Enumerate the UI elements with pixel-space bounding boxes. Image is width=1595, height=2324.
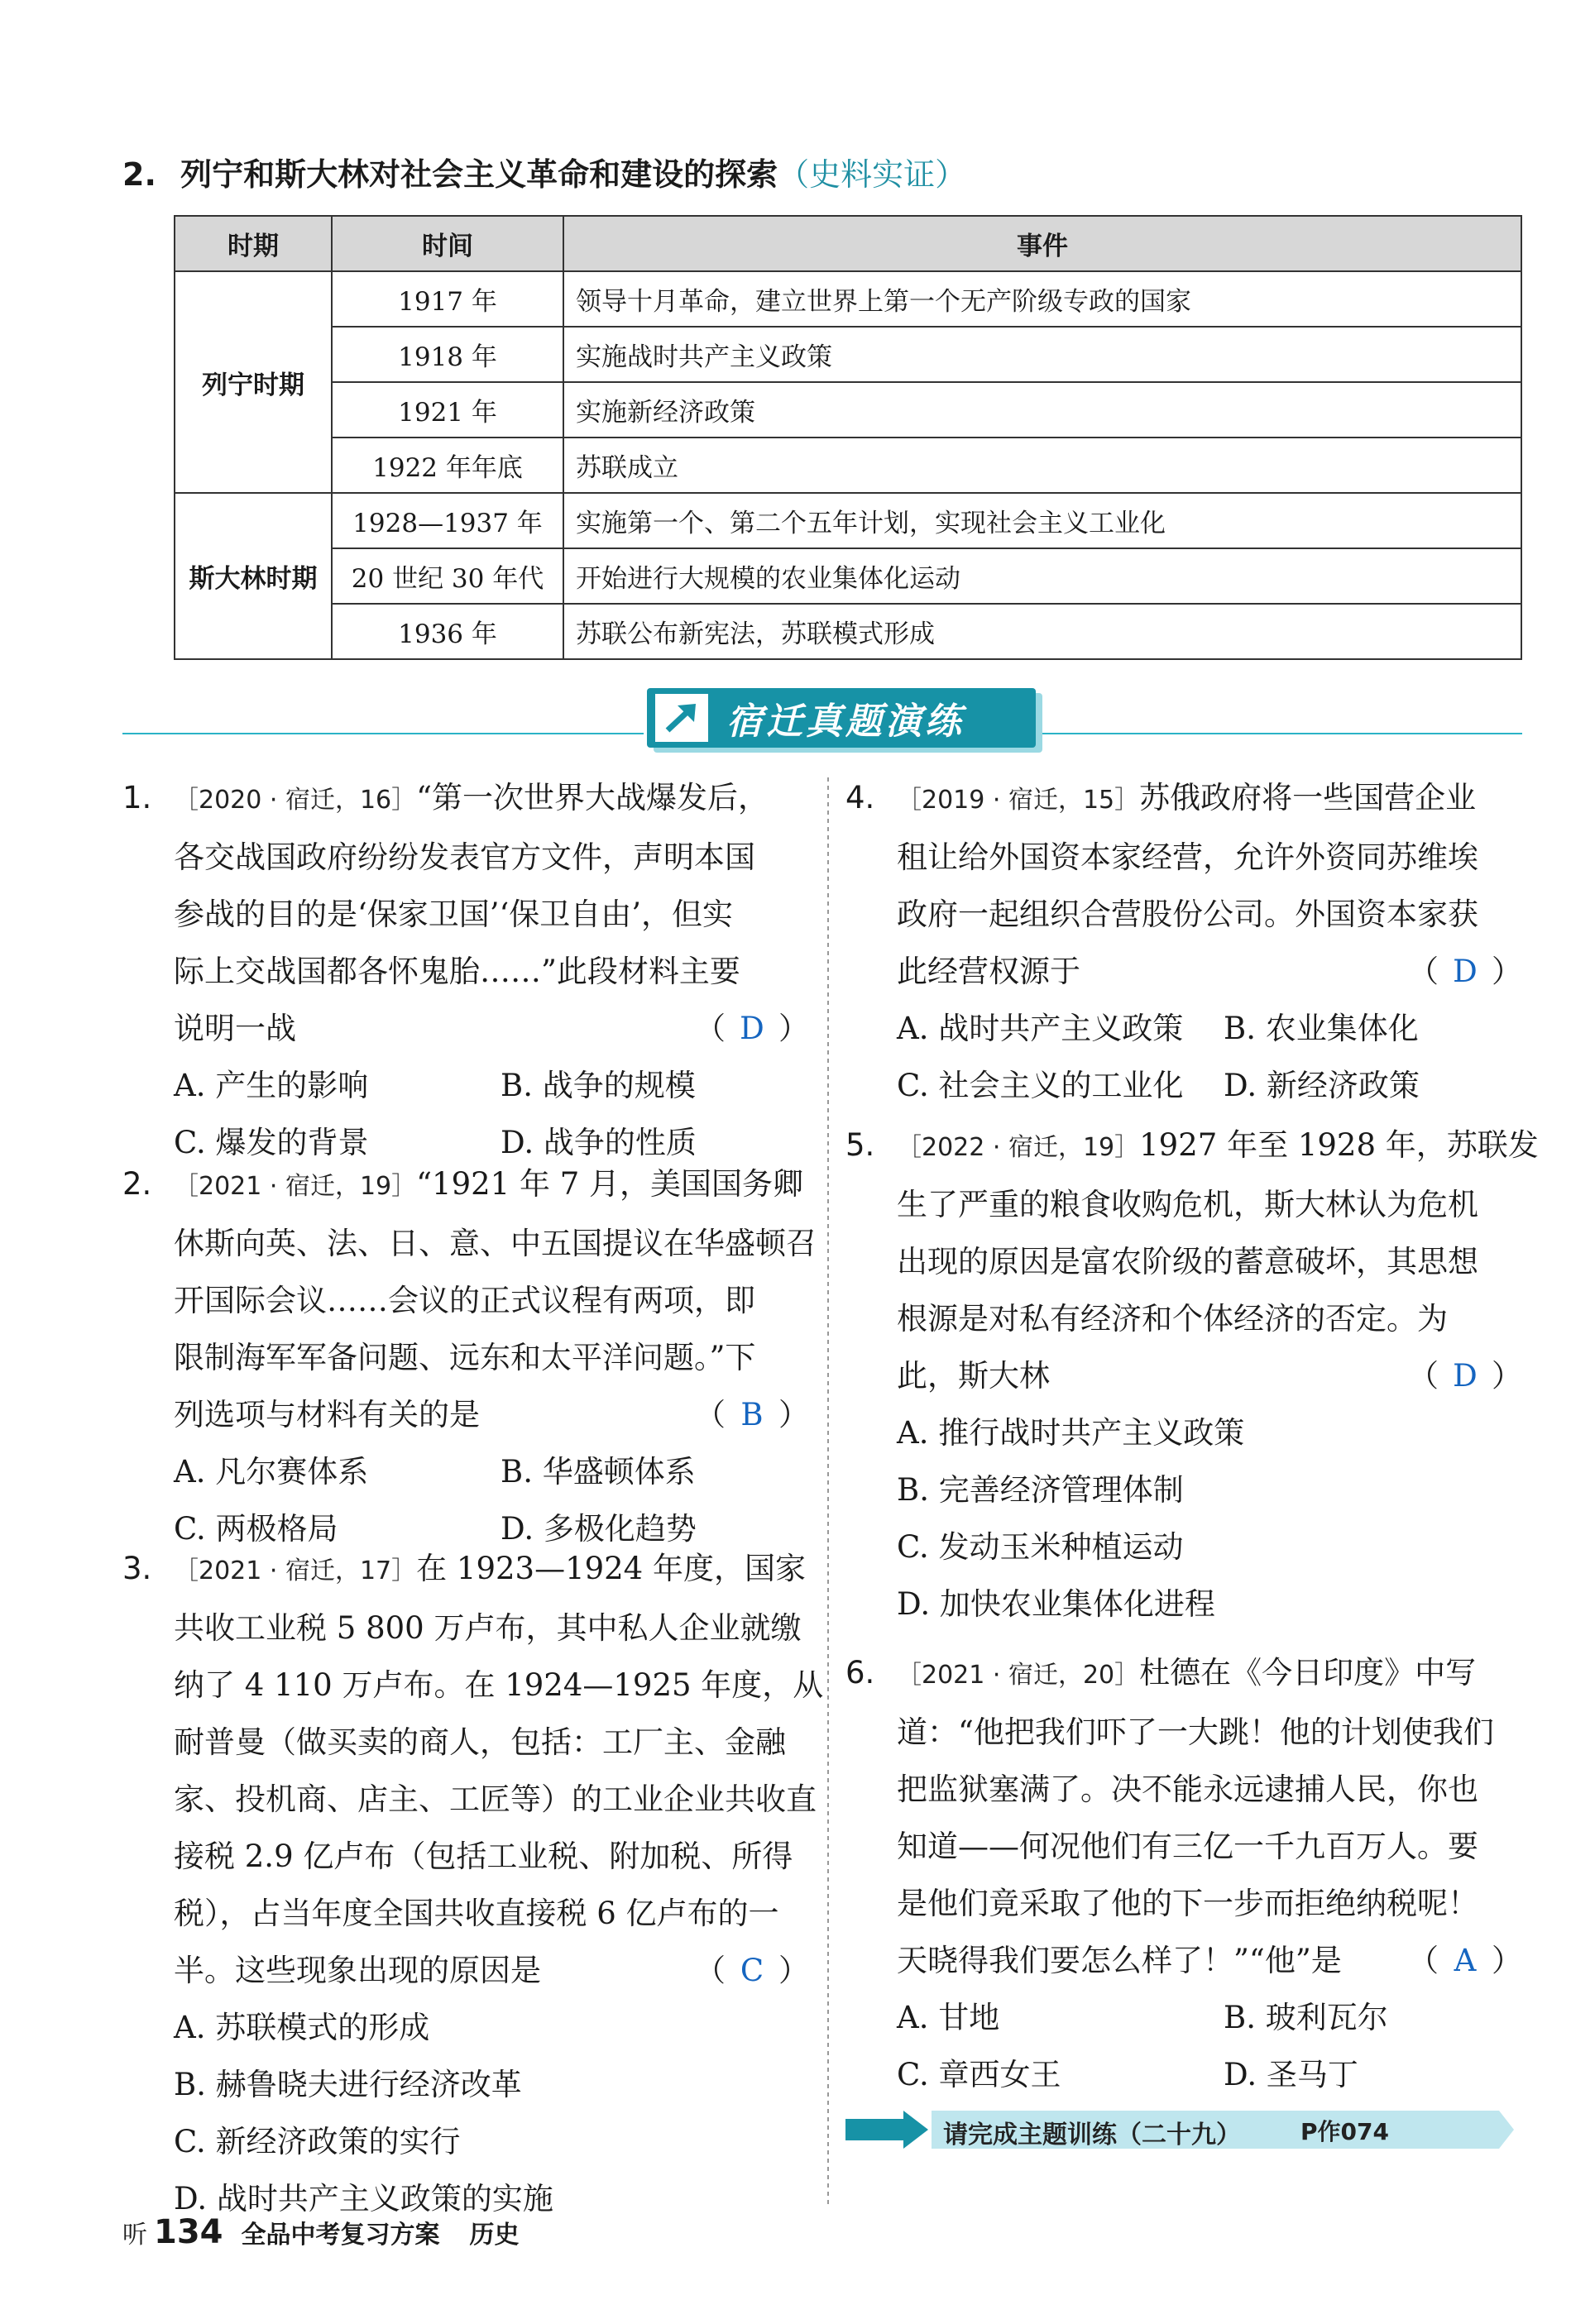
question-text: 休斯向英、法、日、意、中五国提议在华盛顿召 <box>174 1226 817 1261</box>
answer-bracket: （ D ） <box>695 1000 809 1057</box>
question-source: ［2021 · 宿迁，19］ <box>174 1172 417 1201</box>
time-cell: 1936 年 <box>332 604 563 659</box>
option-b: B. 农业集体化 <box>1224 1011 1419 1046</box>
question-source: ［2022 · 宿迁，19］ <box>897 1133 1140 1162</box>
question-text: 是他们竟采取了他的下一步而拒绝纳税呢！ <box>897 1886 1478 1921</box>
header-time: 时间 <box>332 216 563 271</box>
options <box>122 1999 809 2227</box>
question-text: 税），占当年度全国共收直接税 6 亿卢布的一 <box>174 1896 779 1931</box>
question-source: ［2020 · 宿迁，16］ <box>174 786 417 815</box>
option-d: D. 圣马丁 <box>1224 2057 1358 2092</box>
event-cell: 苏联成立 <box>563 438 1521 493</box>
question-number: 5. <box>845 1127 875 1163</box>
question-text: 知道——何况他们有三亿一千九百万人。要 <box>897 1829 1478 1864</box>
event-cell: 开始进行大规模的农业集体化运动 <box>563 548 1521 604</box>
question-text: 生了严重的粮食收购危机，斯大林认为危机 <box>897 1187 1478 1222</box>
option-b: B. 赫鲁晓夫进行经济改革 <box>174 2067 522 2102</box>
page-footer <box>122 2213 520 2251</box>
answer: B <box>740 1397 764 1432</box>
option-c: C. 两极格局 <box>174 1511 338 1547</box>
banner-rule-right <box>1039 733 1522 734</box>
answer-bracket: （ B ） <box>695 1386 809 1443</box>
event-cell: 实施新经济政策 <box>563 382 1521 438</box>
option-a: A. 凡尔赛体系 <box>174 1454 369 1490</box>
option-b: B. 战争的规模 <box>501 1068 696 1103</box>
question-source: ［2021 · 宿迁，20］ <box>897 1661 1140 1690</box>
question-number: 2. <box>122 1166 152 1202</box>
history-table <box>174 215 1522 660</box>
question-5 <box>845 1117 1539 1633</box>
question-text: 把监狱塞满了。决不能永远逮捕人民，你也 <box>897 1772 1478 1807</box>
question-number: 4. <box>845 780 875 815</box>
answer: C <box>740 1953 764 1988</box>
question-1 <box>122 769 809 1171</box>
table-row <box>175 382 1521 438</box>
option-c: C. 新经济政策的实行 <box>174 2124 461 2159</box>
option-a: A. 甘地 <box>897 2000 1000 2035</box>
question-text: 家、投机商、店主、工匠等）的工业企业共收直 <box>174 1781 817 1817</box>
banner-rule-left <box>122 733 644 734</box>
option-b: B. 玻利瓦尔 <box>1224 2000 1388 2035</box>
subject-label: 历史 <box>469 2221 520 2250</box>
section-tag: （史料实证） <box>778 156 967 193</box>
question-number: 3. <box>122 1551 152 1586</box>
question-text: 租让给外国资本家经营，允许外资同苏维埃 <box>897 839 1478 875</box>
task-bar[interactable] <box>845 2109 1516 2150</box>
period-cell: 斯大林时期 <box>175 493 332 659</box>
answer: D <box>1453 1358 1478 1394</box>
question-text: 政府一起组织合营股份公司。外国资本家获 <box>897 897 1478 932</box>
question-text: 际上交战国都各怀鬼胎……”此段材料主要 <box>174 954 740 989</box>
answer-bracket: （ C ） <box>695 1942 809 1999</box>
options <box>845 1989 1522 2103</box>
option-d: D. 多极化趋势 <box>501 1511 697 1547</box>
column-divider <box>827 777 829 2208</box>
question-6 <box>845 1644 1522 2103</box>
option-b: B. 完善经济管理体制 <box>897 1472 1184 1508</box>
question-text: 此经营权源于 <box>897 954 1080 989</box>
period-cell: 列宁时期 <box>175 271 332 493</box>
section-number: 2. <box>122 156 156 193</box>
table-row <box>175 493 1521 548</box>
options <box>845 1000 1522 1114</box>
time-cell: 1917 年 <box>332 271 563 327</box>
option-d: D. 战时共产主义政策的实施 <box>174 2181 553 2216</box>
table-row <box>175 604 1521 659</box>
question-text: 出现的原因是富农阶级的蓄意破坏，其思想 <box>897 1244 1478 1279</box>
option-a: A. 战时共产主义政策 <box>897 1011 1184 1046</box>
section-title <box>122 149 966 194</box>
question-text: 开国际会议……会议的正式议程有两项，即 <box>174 1283 755 1318</box>
answer: A <box>1454 1943 1477 1978</box>
question-text: 耐普曼（做买卖的商人，包括：工厂主、金融 <box>174 1724 786 1760</box>
question-text: 半。这些现象出现的原因是 <box>174 1953 541 1988</box>
option-a: A. 产生的影响 <box>174 1068 369 1103</box>
listen-label: 听 <box>122 2221 147 2250</box>
practice-banner <box>647 688 1036 748</box>
question-text: 1927 年至 1928 年，苏联发 <box>1139 1127 1539 1163</box>
answer: D <box>740 1011 764 1046</box>
book-title: 全品中考复习方案 <box>241 2221 440 2250</box>
event-cell: 领导十月革命，建立世界上第一个无产阶级专政的国家 <box>563 271 1521 327</box>
event-cell: 苏联公布新宪法，苏联模式形成 <box>563 604 1521 659</box>
event-cell: 实施第一个、第二个五年计划，实现社会主义工业化 <box>563 493 1521 548</box>
question-text: 道：“他把我们吓了一大跳！他的计划使我们 <box>897 1714 1494 1750</box>
question-text: 根源是对私有经济和个体经济的否定。为 <box>897 1301 1448 1337</box>
section-title-text: 列宁和斯大林对社会主义革命和建设的探索 <box>180 156 778 193</box>
table-row <box>175 548 1521 604</box>
table-row <box>175 271 1521 327</box>
banner-title: 宿迁真题演练 <box>726 701 965 743</box>
question-2 <box>122 1155 817 1557</box>
question-text: 在 1923—1924 年度，国家 <box>416 1551 806 1586</box>
question-source: ［2019 · 宿迁，15］ <box>897 786 1140 815</box>
question-text: 此，斯大林 <box>897 1358 1050 1394</box>
answer: D <box>1453 954 1478 989</box>
arrow-icon <box>655 694 708 742</box>
table-row <box>175 327 1521 382</box>
option-b: B. 华盛顿体系 <box>501 1454 696 1490</box>
header-period: 时期 <box>175 216 332 271</box>
question-text: “第一次世界大战爆发后， <box>416 780 769 815</box>
question-3 <box>122 1540 824 2227</box>
time-cell: 20 世纪 30 年代 <box>332 548 563 604</box>
question-text: “1921 年 7 月，美国国务卿 <box>416 1166 804 1202</box>
task-text: 请完成主题训练（二十九） <box>943 2121 1241 2149</box>
option-c: C. 爆发的背景 <box>174 1125 369 1160</box>
task-ref: P作074 <box>1300 2118 1389 2145</box>
option-c: C. 社会主义的工业化 <box>897 1068 1184 1103</box>
option-a: A. 推行战时共产主义政策 <box>897 1415 1245 1451</box>
question-text: 说明一战 <box>174 1011 296 1046</box>
question-number: 6. <box>845 1655 875 1690</box>
option-a: A. 苏联模式的形成 <box>174 2010 430 2045</box>
question-source: ［2021 · 宿迁，17］ <box>174 1557 417 1585</box>
time-cell: 1922 年年底 <box>332 438 563 493</box>
option-c: C. 发动玉米种植运动 <box>897 1529 1184 1565</box>
question-text: 限制海军军备问题、远东和太平洋问题。”下 <box>174 1340 756 1375</box>
answer-bracket: （ D ） <box>1408 1347 1522 1404</box>
question-text: 参战的目的是‘保家卫国’‘保卫自由’，但实 <box>174 897 734 932</box>
header-event: 事件 <box>563 216 1521 271</box>
time-cell: 1928—1937 年 <box>332 493 563 548</box>
answer-bracket: （ A ） <box>1408 1932 1522 1989</box>
question-text: 天晓得我们要怎么样了！”“他”是 <box>897 1943 1342 1978</box>
options <box>122 1057 809 1171</box>
question-text: 接税 2.9 亿卢布（包括工业税、附加税、所得 <box>174 1839 793 1874</box>
question-text: 杜德在《今日印度》中写 <box>1139 1655 1477 1690</box>
question-text: 列选项与材料有关的是 <box>174 1397 480 1432</box>
event-cell: 实施战时共产主义政策 <box>563 327 1521 382</box>
question-text: 纳了 4 110 万卢布。在 1924—1925 年度，从 <box>174 1667 824 1703</box>
answer-bracket: （ D ） <box>1408 943 1522 1000</box>
option-d: D. 新经济政策 <box>1224 1068 1420 1103</box>
time-cell: 1918 年 <box>332 327 563 382</box>
option-d: D. 战争的性质 <box>501 1125 697 1160</box>
table-row <box>175 438 1521 493</box>
question-text: 苏俄政府将一些国营企业 <box>1139 780 1477 815</box>
options <box>845 1404 1522 1633</box>
question-text: 各交战国政府纷纷发表官方文件，声明本国 <box>174 839 755 875</box>
question-number: 1. <box>122 780 152 815</box>
time-cell: 1921 年 <box>332 382 563 438</box>
question-text: 共收工业税 5 800 万卢布，其中私人企业就缴 <box>174 1610 802 1646</box>
option-c: C. 章西女王 <box>897 2057 1061 2092</box>
option-d: D. 加快农业集体化进程 <box>897 1586 1215 1622</box>
question-4 <box>845 769 1522 1114</box>
page-number: 134 <box>154 2213 223 2251</box>
table-header-row <box>175 216 1521 271</box>
